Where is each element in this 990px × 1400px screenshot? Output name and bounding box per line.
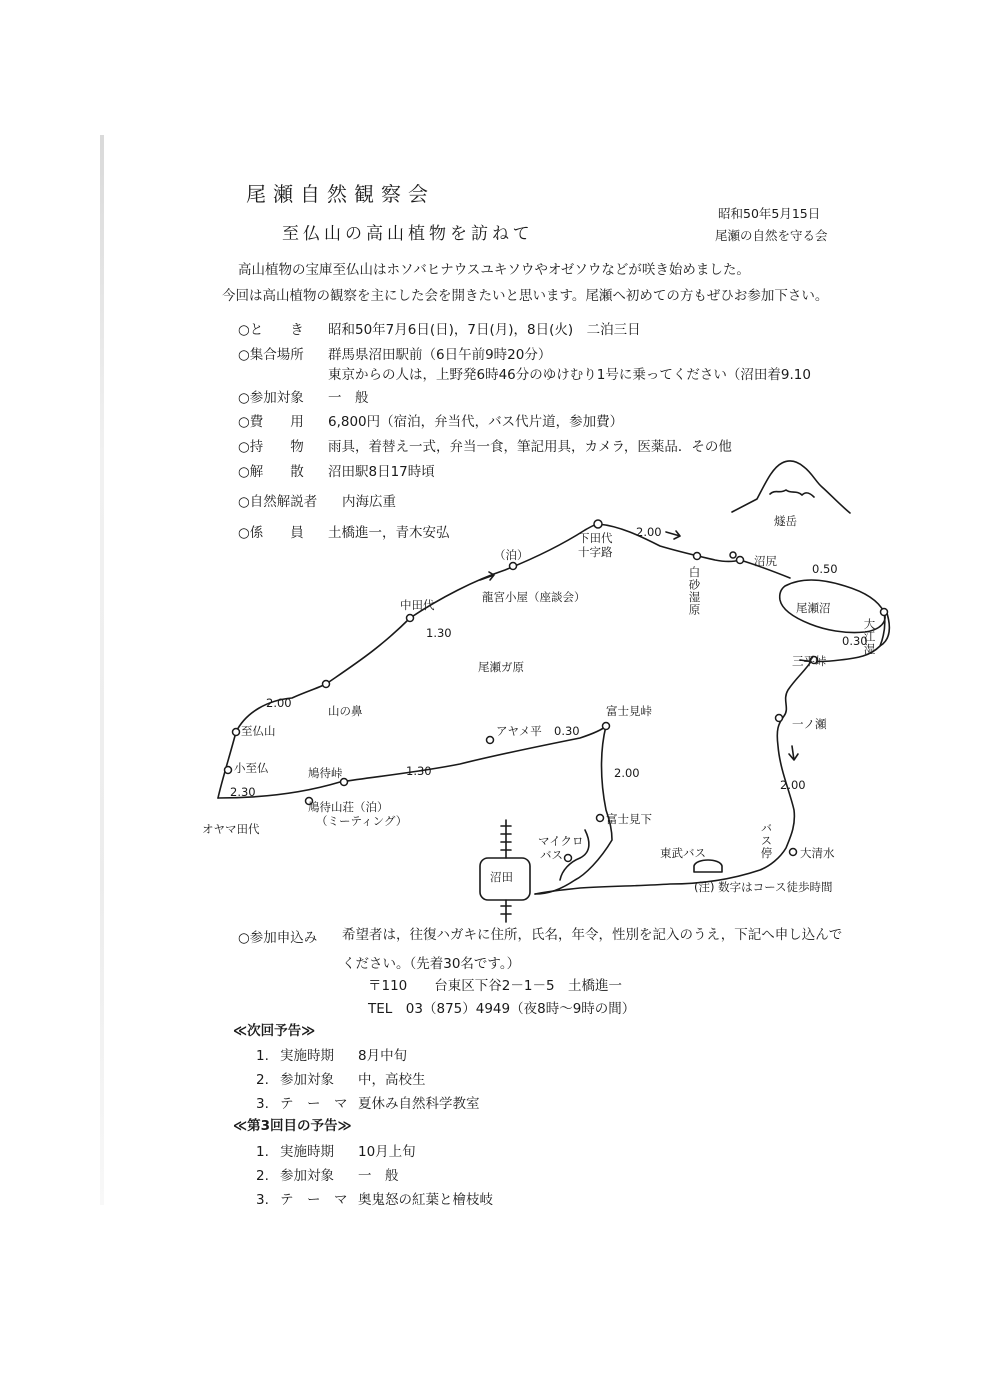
detail-value-train: 東京からの人は，上野発6時46分のゆけむり1号に乗ってください（沼田着9.10 (328, 367, 811, 383)
intro-line-2: 今回は高山植物の観察を主にした会を開きたいと思います。尾瀬へ初めての方もぜひお参加下さい。 (222, 288, 829, 304)
detail-value-guide: 内海広重 (342, 494, 396, 510)
next-item-value: 8月中旬 (358, 1048, 408, 1064)
third-item-label: テ ー マ (280, 1192, 348, 1208)
waypoint-marker (737, 557, 744, 564)
label-sanpei: 三平峠 (792, 654, 827, 668)
detail-value-meeting-place: 群馬県沼田駅前（6日午前9時20分） (328, 347, 552, 363)
time-koshibutsu: 2.30 (230, 785, 256, 799)
next-item-num: 2. (256, 1072, 269, 1088)
detail-label-meeting-place: ○集合場所 (238, 347, 304, 363)
next-item-value: 中，高校生 (358, 1072, 426, 1088)
time-hatomachi: 1.30 (406, 764, 432, 778)
label-yamanohana: 山の鼻 (328, 704, 363, 718)
application-address: 〒110 台東区下谷2－1－5 土橋進一 (368, 978, 623, 994)
label-ooe: 大江湿 (862, 618, 877, 656)
label-shimotashiro: 下田代 (578, 531, 613, 545)
third-heading: ≪第3回目の予告≫ (233, 1118, 352, 1134)
label-numajiri: 沼尻 (754, 554, 777, 568)
label-shirasuna: 白砂湿原 (687, 566, 702, 616)
label-koshibutsu: 小至仏 (234, 761, 269, 775)
waypoint-marker (225, 767, 232, 774)
third-item-value: 奥鬼怒の紅葉と檜枝岐 (358, 1192, 493, 1208)
hiuchi-snow-icon (770, 490, 814, 497)
label-hiuchi: 燧岳 (774, 514, 797, 528)
time-yama: 2.00 (266, 696, 292, 710)
label-shibutsu: 至仏山 (241, 724, 276, 738)
intro-line-1: 高山植物の宝庫至仏山はホソバヒナウスユキソウやオゼソウなどが咲き始めました。 (238, 262, 750, 278)
detail-label-cost: ○費 用 (238, 414, 304, 430)
document-title: 尾瀬自然観察会 (246, 182, 435, 206)
label-ryuguu: 龍宮小屋（座談会） (482, 590, 586, 604)
time-ichinose: 2.00 (780, 778, 806, 792)
next-item-num: 1. (256, 1048, 269, 1064)
third-item-num: 2. (256, 1168, 269, 1184)
label-oyama: オヤマ田代 (202, 822, 260, 836)
label-nakatashiro: 中田代 (400, 598, 435, 612)
third-item-num: 3. (256, 1192, 269, 1208)
waypoint-marker (603, 723, 610, 730)
detail-value-belongings: 雨具，着替え一式，弁当一食，筆記用具，カメラ，医薬品．その他 (328, 439, 732, 455)
detail-label-dismissal: ○解 散 (238, 464, 304, 480)
detail-label-belongings: ○持 物 (238, 439, 304, 455)
time-nakatashiro: 1.30 (426, 626, 452, 640)
bus-icon (694, 860, 722, 872)
label-bus: バス (540, 848, 563, 862)
third-item-label: 実施時期 (280, 1144, 334, 1160)
detail-value-staff: 土橋進一，青木安弘 (328, 525, 450, 541)
application-tel: TEL 03（875）4949（夜8時～9時の間） (368, 1001, 636, 1017)
label-ichinose: 一ノ瀬 (792, 717, 827, 731)
waypoint-marker (510, 563, 517, 570)
hiuchi-mountain-icon (732, 461, 850, 513)
label-tomari-1: （泊） (494, 548, 529, 562)
detail-label-staff: ○係 員 (238, 525, 304, 541)
issue-date: 昭和50年5月15日 (718, 206, 821, 221)
direction-arrow-icon (789, 746, 798, 760)
detail-label-date: ○と き (238, 322, 304, 338)
label-busutei: バス停 (759, 822, 774, 860)
next-heading: ≪次回予告≫ (233, 1023, 316, 1039)
next-item-label: テ ー マ (280, 1096, 348, 1112)
time-ooe: 0.30 (842, 634, 868, 648)
detail-label-target: ○参加対象 (238, 390, 304, 406)
label-fujimi-touge: 富士見峠 (606, 704, 652, 718)
waypoint-marker (776, 715, 783, 722)
organizer-name: 尾瀬の自然を守る会 (715, 228, 828, 243)
label-hatomachi-sansou: 鳩待山荘（泊） (308, 800, 389, 814)
waypoint-marker (487, 737, 494, 744)
label-ozegahara: 尾瀬ガ原 (478, 660, 524, 674)
application-label: ○参加申込み (238, 930, 318, 946)
label-ozenuma: 尾瀬沼 (796, 601, 831, 615)
waypoint-marker (594, 520, 602, 528)
direction-arrow-icon (666, 531, 680, 539)
map-note: (注) 数字はコース徒歩時間 (694, 880, 833, 894)
time-fujimi: 2.00 (614, 766, 640, 780)
label-ooshimizu: 大清水 (800, 846, 835, 860)
detail-value-date: 昭和50年7月6日(日)，7日(月)，8日(火) 二泊三日 (328, 322, 641, 338)
detail-value-target: 一 般 (328, 390, 369, 406)
next-item-num: 3. (256, 1096, 269, 1112)
next-item-value: 夏休み自然科学教室 (358, 1096, 480, 1112)
label-hatomachi: 鳩待峠 (308, 766, 343, 780)
time-ayamedaira: 0.30 (554, 724, 580, 738)
document-subtitle: 至仏山の高山植物を訪ねて (282, 224, 534, 244)
southern-route-line (218, 726, 612, 894)
application-line-2: ください。（先着30名です。） (342, 956, 521, 972)
third-item-value: 10月上旬 (358, 1144, 416, 1160)
waypoint-marker (323, 681, 330, 688)
application-line-1: 希望者は，往復ハガキに住所，氏名，年令，性別を記入のうえ，下記へ申し込んで (342, 927, 843, 943)
waypoint-marker (694, 553, 701, 560)
detail-value-dismissal: 沼田駅8日17時頃 (328, 464, 435, 480)
label-fujimi-shita: 富士見下 (606, 812, 652, 826)
waypoint-marker (565, 855, 572, 862)
label-micro: マイクロ (538, 834, 584, 848)
waypoint-marker (881, 609, 888, 616)
waypoint-marker (407, 615, 414, 622)
detail-value-cost: 6,800円（宿泊，弁当代，バス代片道，参加費） (328, 414, 624, 430)
next-item-label: 実施時期 (280, 1048, 334, 1064)
label-tobu: 東武バス (660, 846, 706, 860)
third-item-num: 1. (256, 1144, 269, 1160)
third-item-label: 参加対象 (280, 1168, 334, 1184)
waypoint-marker (233, 729, 240, 736)
label-juujiro: 十字路 (578, 545, 613, 559)
next-item-label: 参加対象 (280, 1072, 334, 1088)
time-numajiri: 0.50 (812, 562, 838, 576)
label-numata: 沼田 (490, 870, 513, 884)
waypoint-marker (730, 552, 736, 558)
time-top: 2.00 (636, 525, 662, 539)
label-ayamedaira: アヤメ平 (496, 724, 542, 738)
label-meeting: （ミーティング） (316, 814, 408, 828)
waypoint-marker (790, 849, 797, 856)
third-item-value: 一 般 (358, 1168, 399, 1184)
waypoint-marker (597, 815, 604, 822)
detail-label-guide: ○自然解説者 (238, 494, 318, 510)
